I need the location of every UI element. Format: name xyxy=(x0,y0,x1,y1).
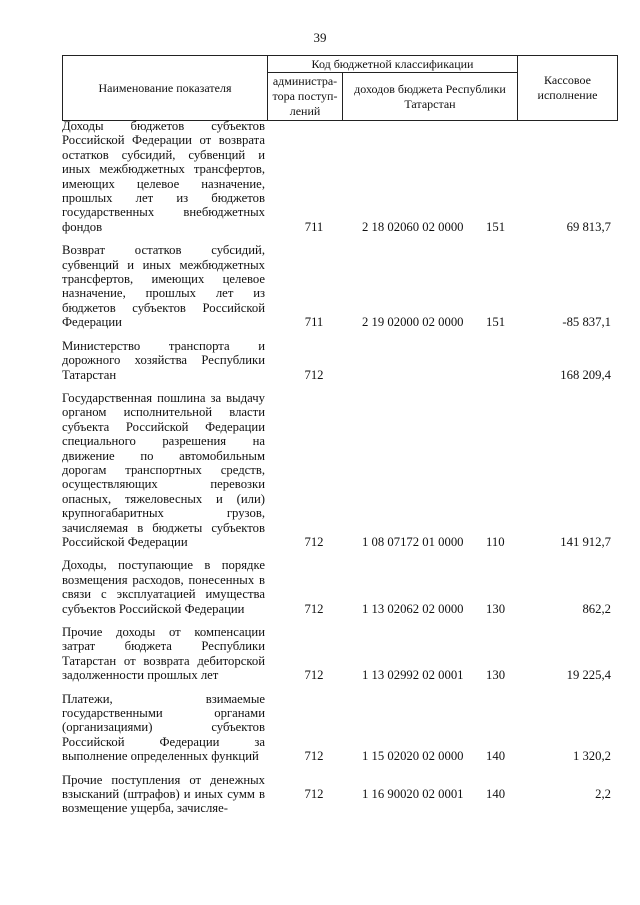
admin-code: 712 xyxy=(304,367,324,382)
admin-code: 712 xyxy=(304,787,324,802)
revenue-code: 1 16 90020 02 0001 xyxy=(362,787,464,802)
table-row xyxy=(62,339,617,382)
subtype-code: 151 xyxy=(486,315,506,330)
cash-amount: 141 912,7 xyxy=(560,534,611,549)
admin-code: 712 xyxy=(304,601,324,616)
indicator-name: Возврат остатков субсидий, субвенций и иных межбюджетных трансфертов, имеющих целевое назначение, прошлых лет из бюджетов субъектов Российской Федерации xyxy=(62,243,265,330)
table-body xyxy=(62,119,617,816)
page-number: 39 xyxy=(313,30,327,45)
table-row xyxy=(62,243,617,329)
subtype-code: 130 xyxy=(486,601,506,616)
subtype-code: 140 xyxy=(486,787,506,802)
cash-amount: 69 813,7 xyxy=(566,219,611,234)
cash-amount: -85 837,1 xyxy=(562,315,611,330)
header-cash-execution: Кассовое исполнение xyxy=(518,56,618,121)
admin-code: 711 xyxy=(304,219,324,234)
table-row xyxy=(62,773,617,816)
header-indicator-name: Наименование показателя xyxy=(63,56,268,121)
indicator-name: Прочие доходы от компенсации затрат бюджета Республики Татарстан от возврата дебиторской задолженности прошлых лет xyxy=(62,625,265,683)
column-header-table xyxy=(62,55,618,121)
admin-code: 712 xyxy=(304,534,324,549)
header-budget-classification-code: Код бюджетной классификации xyxy=(268,56,518,73)
subtype-code: 140 xyxy=(486,749,506,764)
cash-amount: 19 225,4 xyxy=(566,668,611,683)
table-row xyxy=(62,119,617,234)
admin-code: 712 xyxy=(304,749,324,764)
indicator-name: Государственная пошлина за выдачу органом исполнительной власти субъекта Российской Федерации специального разрешения на движение по автомобильным дорогам транспортных средств, осуществляющих перевозки опасных, тяжеловесных и (или) крупногабаритных грузов, зачисляемая в бюджеты субъектов Российской Федерации xyxy=(62,390,265,549)
revenue-code: 1 13 02062 02 0000 xyxy=(362,601,464,616)
cash-amount: 1 320,2 xyxy=(572,749,611,764)
cash-amount: 168 209,4 xyxy=(560,367,611,382)
admin-code: 711 xyxy=(304,315,324,330)
header-budget-revenue-code: доходов бюджета Республики Татарстан xyxy=(343,73,518,121)
subtype-code: 130 xyxy=(486,668,506,683)
table-row xyxy=(62,692,617,764)
revenue-code: 1 08 07172 01 0000 xyxy=(362,534,464,549)
table-row xyxy=(62,391,617,549)
header-revenue-administrator: администра-тора поступ-лений xyxy=(268,73,343,121)
indicator-name: Доходы бюджетов субъектов Российской Федерации от возврата остатков субсидий, субвенций и иных межбюджетных трансфертов, имеющих целевое назначение, прошлых лет из бюджетов государственных внебюджетных фондов xyxy=(62,119,265,234)
revenue-code: 2 18 02060 02 0000 xyxy=(362,219,464,234)
table-row xyxy=(62,558,617,616)
cash-amount: 2,2 xyxy=(595,787,611,802)
subtype-code: 151 xyxy=(486,219,506,234)
revenue-code: 1 13 02992 02 0001 xyxy=(362,668,464,683)
revenue-code: 2 19 02000 02 0000 xyxy=(362,315,464,330)
indicator-name: Платежи, взимаемые государственными органами (организациями) субъектов Российской Федерации за выполнение определенных функций xyxy=(62,691,265,764)
admin-code: 712 xyxy=(304,668,324,683)
subtype-code: 110 xyxy=(486,534,505,549)
revenue-code: 1 15 02020 02 0000 xyxy=(362,749,464,764)
table-row xyxy=(62,625,617,683)
cash-amount: 862,2 xyxy=(582,601,611,616)
indicator-name: Министерство транспорта и дорожного хозяйства Республики Татарстан xyxy=(62,338,265,382)
indicator-name: Прочие поступления от денежных взысканий (штрафов) и иных сумм в возмещение ущерба, зачисляе- xyxy=(62,772,265,816)
indicator-name: Доходы, поступающие в порядке возмещения расходов, понесенных в связи с эксплуатацией имущества субъектов Российской Федерации xyxy=(62,558,265,616)
